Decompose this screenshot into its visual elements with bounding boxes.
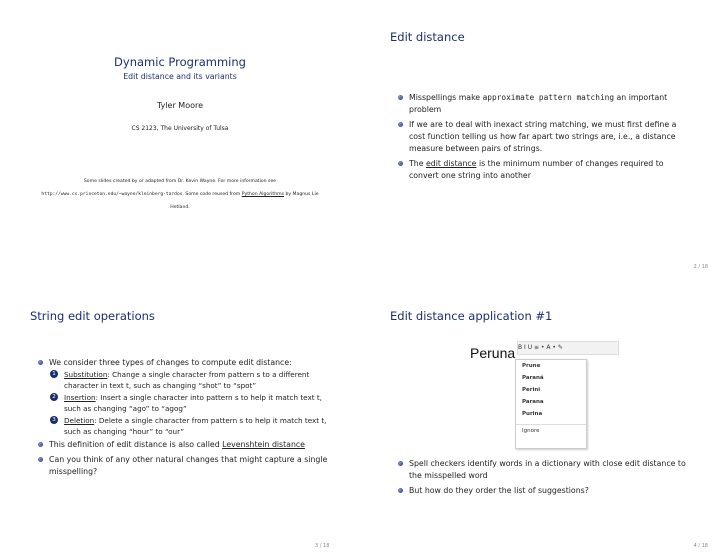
credit-url[interactable]: http://www.cs.princeton.edu/~wayne/kleinberg-tardos xyxy=(41,192,183,197)
bullet-list xyxy=(398,92,688,185)
misspelled-word: Peruna xyxy=(470,345,516,361)
list-item: This definition of edit distance is also called Levenshtein distance xyxy=(38,439,328,451)
credit-line-2 xyxy=(0,192,360,197)
number-icon: 3 xyxy=(50,416,58,424)
list-item: Can you think of any other natural changes that might capture a single misspelling? xyxy=(38,454,328,478)
credit-mid: . Some code reused from xyxy=(182,192,242,197)
slide-application xyxy=(360,279,720,557)
slide-heading: Edit distance xyxy=(390,30,465,44)
sub-list xyxy=(38,369,328,437)
slide-heading: Edit distance application #1 xyxy=(390,309,553,323)
suggestion-item[interactable]: Parana xyxy=(522,399,544,405)
bullet-icon xyxy=(398,461,403,466)
bullet-icon xyxy=(398,122,403,127)
bullet-list xyxy=(398,458,688,500)
slide-edit-distance xyxy=(360,0,720,278)
bullet-icon xyxy=(38,457,43,462)
suggestion-item[interactable]: Prune xyxy=(522,363,541,369)
presentation-title: Dynamic Programming xyxy=(114,55,246,69)
suggestion-item[interactable]: Perini xyxy=(522,387,541,393)
list-item: But how do they order the list of suggestions? xyxy=(398,485,688,497)
bullet-icon xyxy=(398,95,403,100)
credit-line-1: Some slides created by or adapted from Dr. Kevin Wayne. For more information see xyxy=(83,179,277,184)
suggestion-item[interactable]: Paraná xyxy=(522,375,544,381)
number-icon: 2 xyxy=(50,393,58,401)
sub-item-deletion: 3 Deletion: Delete a single character from pattern s to help it match text t, such as changing “hour” to “our” xyxy=(50,415,328,437)
presentation-subtitle: Edit distance and its variants xyxy=(123,72,237,81)
list-item: If we are to deal with inexact string matching, we must first define a cost function telling us how far apart two strings are, i.e., a distance measure between pairs of strings. xyxy=(398,119,688,155)
bullet-list xyxy=(38,357,328,481)
credit-line-3: Hetland. xyxy=(170,205,190,210)
sub-item-substitution: 1 Substitution: Change a single character from pattern s to a different character in text t, such as changing “shot” to “spot” xyxy=(50,369,328,391)
list-item: Misspellings make approximate pattern matching an important problem xyxy=(398,92,688,116)
credit-tail: by Magnus Lie xyxy=(283,192,319,197)
credit-link[interactable]: Python Algorithms xyxy=(241,192,284,197)
spellcheck-screenshot xyxy=(470,345,610,435)
author-name: Tyler Moore xyxy=(156,101,204,110)
page-number: 3 / 18 xyxy=(315,543,330,549)
sub-item-insertion: 2 Insertion: Insert a single character into pattern s to help it match text t, such as changing “ago” to “agog” xyxy=(50,392,328,414)
page-number: 4 / 18 xyxy=(693,543,708,549)
list-item: The edit distance is the minimum number of changes required to convert one string into another xyxy=(398,158,688,182)
bullet-icon xyxy=(38,442,43,447)
format-toolbar: B I U ≡ • A • ✎ xyxy=(517,341,619,355)
slide-string-edit-operations xyxy=(0,279,360,557)
bullet-icon xyxy=(398,488,403,493)
ignore-item[interactable]: Ignore xyxy=(516,424,586,437)
list-item: Spell checkers identify words in a dictionary with close edit distance to the misspelled word xyxy=(398,458,688,482)
suggestion-item[interactable]: Purina xyxy=(522,411,543,417)
slide-title xyxy=(0,0,360,278)
bullet-icon xyxy=(398,161,403,166)
suggestion-menu xyxy=(515,359,587,449)
affiliation: CS 2123, The University of Tulsa xyxy=(131,125,229,132)
bullet-icon xyxy=(38,360,43,365)
page-number: 2 / 18 xyxy=(693,264,708,270)
slide-heading: String edit operations xyxy=(30,309,155,323)
number-icon: 1 xyxy=(50,370,58,378)
list-item: We consider three types of changes to compute edit distance: xyxy=(38,357,328,369)
